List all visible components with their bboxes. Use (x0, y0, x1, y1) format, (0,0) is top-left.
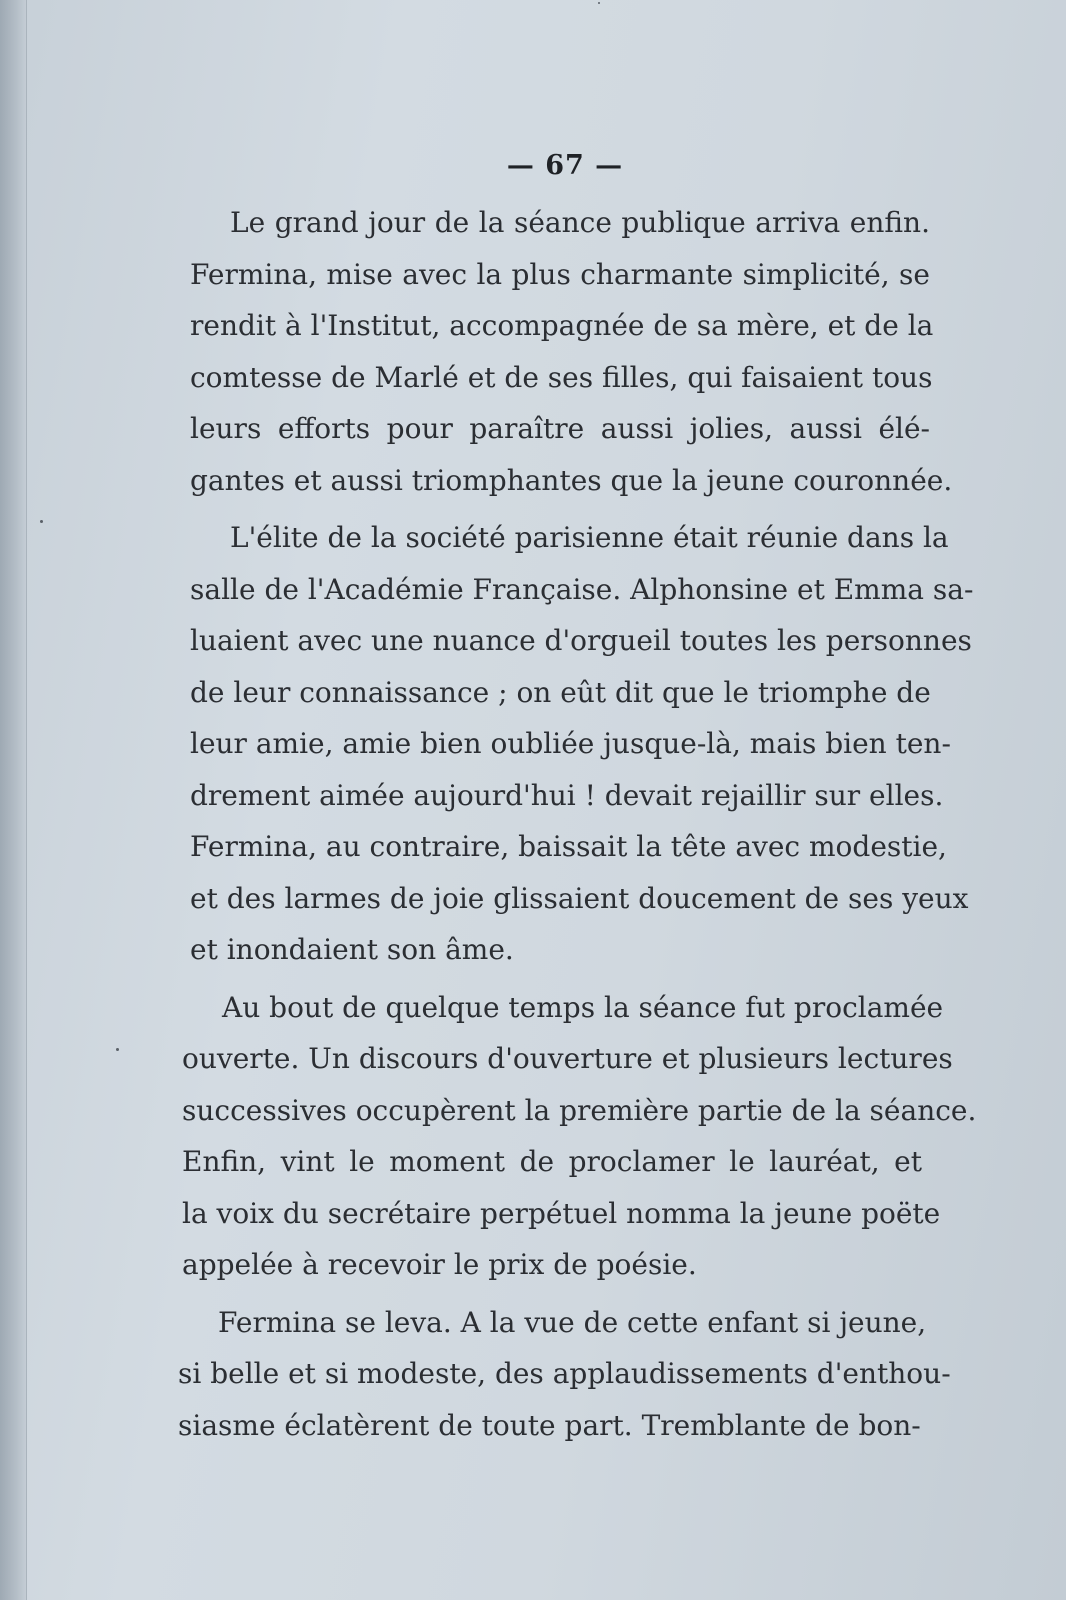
text-line: drement aimée aujourd'hui ! devait rejaillir sur elles. (190, 778, 944, 812)
text-line: salle de l'Académie Française. Alphonsine et Emma sa- (190, 572, 974, 606)
paragraph-1 (150, 197, 953, 506)
paragraph-2 (150, 512, 974, 976)
text-line: Enfin, vint le moment de proclamer le lauréat, et (182, 1145, 922, 1178)
text-line: gantes et aussi triomphantes que la jeune couronnée. (190, 463, 953, 497)
book-page (150, 140, 977, 1480)
text-line: et des larmes de joie glissaient doucement de ses yeux (190, 881, 969, 915)
text-line: successives occupèrent la première partie de la séance. (182, 1093, 977, 1127)
text-line: si belle et si modeste, des applaudissements d'enthou- (178, 1357, 951, 1390)
text-line: siasme éclatèrent de toute part. Tremblante de bon- (178, 1408, 921, 1442)
text-line: leurs efforts pour paraître aussi jolies, aussi élé- (190, 412, 930, 445)
paragraph-4 (150, 1297, 951, 1452)
text-line: leur amie, amie bien oubliée jusque-là, mais bien ten- (190, 727, 951, 760)
text-line: L'élite de la société parisienne était réunie dans la (230, 521, 949, 554)
text-line: luaient avec une nuance d'orgueil toutes les personnes (190, 624, 972, 657)
text-line: de leur connaissance ; on eût dit que le triomphe de (190, 675, 931, 709)
page-number: — 67 — (506, 150, 624, 181)
text-line: et inondaient son âme. (190, 933, 514, 966)
text-line: la voix du secrétaire perpétuel nomma la jeune poëte (182, 1196, 941, 1230)
text-line: rendit à l'Institut, accompagnée de sa mère, et de la (190, 309, 934, 342)
text-line: ouverte. Un discours d'ouverture et plusieurs lectures (182, 1042, 953, 1075)
text-line: Fermina, mise avec la plus charmante simplicité, se (190, 257, 930, 291)
text-line: Le grand jour de la séance publique arriva enfin. (230, 206, 930, 239)
paper-speck (40, 520, 43, 523)
text-line: Au bout de quelque temps la séance fut proclamée (222, 990, 944, 1024)
text-line: appelée à recevoir le prix de poésie. (182, 1248, 697, 1281)
paragraph-3 (150, 982, 977, 1291)
text-line: Fermina se leva. A la vue de cette enfant si jeune, (218, 1305, 927, 1339)
text-line: comtesse de Marlé et de ses filles, qui faisaient tous (190, 360, 933, 394)
paper-speck (116, 1048, 119, 1051)
text-line: Fermina, au contraire, baissait la tête avec modestie, (190, 830, 947, 863)
paper-speck (598, 2, 600, 4)
book-spine-edge (0, 0, 27, 1600)
